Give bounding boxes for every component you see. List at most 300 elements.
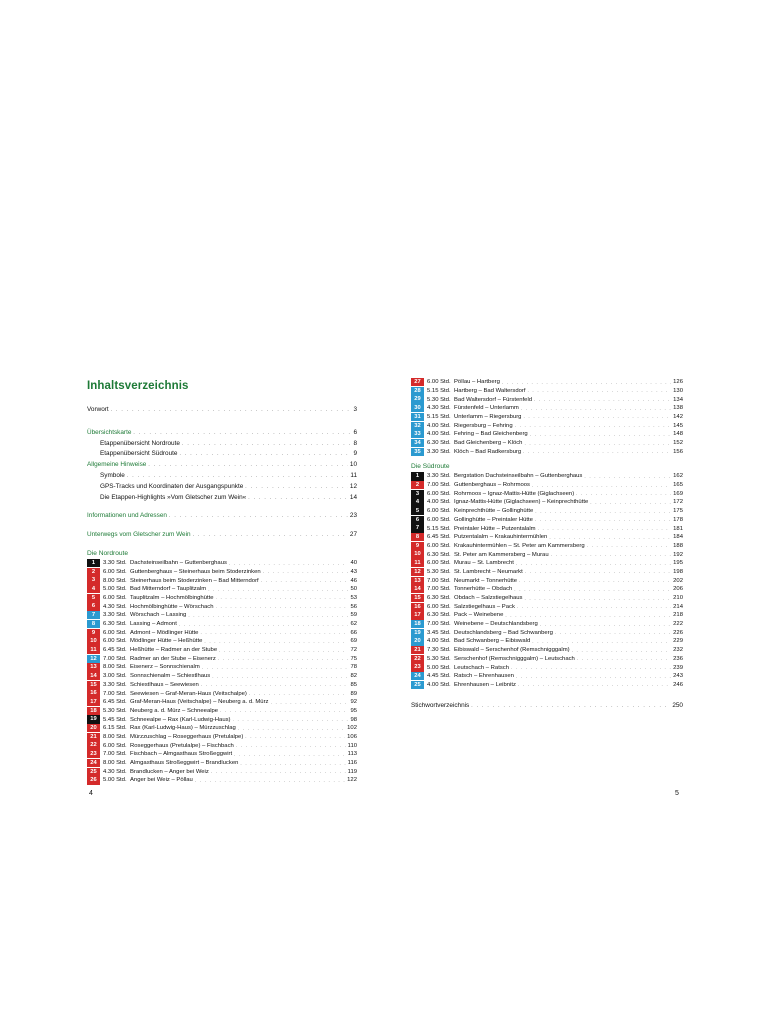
stage-row[interactable]: [411, 629, 683, 637]
stage-number-badge: 19: [87, 715, 100, 723]
stage-number-badge: 11: [87, 646, 100, 654]
stage-duration: 4.00 Std.: [427, 681, 451, 688]
dot-leader: [263, 569, 349, 574]
toc-entry-label: Allgemeine Hinweise: [87, 461, 147, 469]
toc-title: Inhaltsverzeichnis: [87, 380, 189, 392]
stage-row[interactable]: [87, 637, 357, 645]
stage-page: 226: [673, 629, 683, 636]
stage-page: 62: [350, 621, 357, 627]
stage-duration: 3.30 Std.: [427, 448, 451, 455]
stage-list-north-continued: [411, 378, 683, 456]
stage-duration: 4.30 Std.: [103, 603, 127, 610]
dot-leader: [523, 414, 671, 419]
dot-leader: [587, 543, 672, 548]
stage-row[interactable]: [411, 568, 683, 576]
stage-duration: 6.15 Std.: [103, 725, 127, 732]
stage-page: 78: [350, 664, 357, 671]
stage-route: Klöch – Bad Radkersburg: [454, 448, 522, 455]
dot-leader: [471, 701, 670, 712]
dot-leader: [220, 708, 348, 713]
stage-row[interactable]: [411, 413, 683, 421]
stage-row[interactable]: [411, 681, 683, 689]
stage-duration: 5.15 Std.: [427, 413, 451, 420]
stage-row[interactable]: [87, 646, 357, 654]
stage-row[interactable]: [87, 655, 357, 663]
stage-row[interactable]: [411, 585, 683, 593]
stage-number-badge: 24: [87, 759, 100, 767]
toc-entry-label: Informationen und Adressen: [87, 512, 167, 520]
dot-leader: [212, 674, 348, 679]
stage-duration: 8.00 Std.: [103, 733, 127, 740]
stage-duration: 6.45 Std.: [103, 699, 127, 706]
dot-leader: [535, 517, 671, 522]
stage-row[interactable]: [87, 707, 357, 715]
stage-route: Fürstenfeld – Unterlamm: [454, 405, 519, 412]
stage-page: 165: [673, 482, 683, 489]
stage-route: Rax (Karl-Ludwig-Haus) – Mürzzuschlag: [130, 725, 236, 732]
stage-row[interactable]: [411, 395, 683, 403]
stage-duration: 6.30 Std.: [103, 621, 127, 627]
toc-entry-symbole[interactable]: [87, 471, 357, 482]
stage-list-south: [411, 472, 683, 689]
toc-entry-uebersichtskarte[interactable]: [87, 428, 357, 439]
stage-route: Pöllau – Hartberg: [454, 379, 500, 386]
stage-route: Guttenberghaus – Rohrmoos: [454, 482, 530, 489]
dot-leader: [249, 691, 349, 696]
stage-page: 98: [350, 716, 357, 723]
stage-page: 222: [673, 621, 683, 628]
stage-page: 195: [673, 560, 683, 567]
stage-page: 106: [347, 733, 357, 740]
dot-leader: [572, 648, 672, 653]
stage-number-badge: 5: [411, 507, 424, 515]
stage-route: Sonnschienalm – Schiestlhaus: [130, 673, 211, 680]
stage-row[interactable]: [87, 724, 357, 732]
stage-number-badge: 21: [411, 646, 424, 654]
stage-duration: 6.00 Std.: [427, 516, 451, 523]
stage-number-badge: 27: [411, 378, 424, 386]
stage-row[interactable]: [87, 628, 357, 636]
stage-route: Unterlamm – Riegersburg: [454, 413, 522, 420]
stage-route: Ehrenhausen – Leibnitz: [454, 681, 516, 688]
toc-entry-page: 3: [353, 406, 357, 413]
stage-page: 229: [673, 638, 683, 645]
stage-duration: 6.00 Std.: [427, 603, 451, 610]
stage-page: 113: [347, 751, 357, 758]
stage-number-badge: 23: [411, 663, 424, 671]
stage-number-badge: 4: [411, 498, 424, 506]
stage-row[interactable]: [411, 655, 683, 663]
stage-duration: 5.30 Std.: [427, 568, 451, 575]
stage-route: Gollinghütte – Preintaler Hütte: [454, 516, 533, 523]
stage-duration: 3.30 Std.: [427, 473, 451, 480]
dot-leader: [234, 752, 345, 757]
stage-page: 178: [673, 516, 683, 523]
stage-row[interactable]: [411, 524, 683, 532]
stage-page: 162: [673, 473, 683, 480]
toc-entry-label: Übersichtskarte: [87, 428, 132, 436]
toc-entry-page: 12: [349, 482, 357, 490]
stage-page: 169: [673, 490, 683, 497]
stage-page: 43: [350, 568, 357, 575]
stage-page: 232: [673, 647, 683, 654]
stage-number-badge: 21: [87, 733, 100, 741]
stage-duration: 7.00 Std.: [103, 690, 127, 697]
dot-leader: [188, 613, 348, 618]
stage-route: Weinebene – Deutschlandsberg: [454, 621, 538, 628]
toc-entry-gps[interactable]: [87, 482, 357, 493]
toc-entry-label: Vorwort: [87, 406, 109, 413]
dot-leader: [169, 511, 348, 522]
toc-entry-highlights[interactable]: [87, 493, 357, 504]
stage-row[interactable]: [411, 430, 683, 438]
stage-page: 210: [673, 595, 683, 602]
stage-page: 243: [673, 673, 683, 680]
toc-entry-hinweise[interactable]: [87, 460, 357, 471]
stage-number-badge: 3: [411, 490, 424, 498]
toc-entry-page: 27: [349, 531, 357, 539]
stage-route: Mödlinger Hütte – Heßhütte: [130, 638, 203, 645]
stage-duration: 6.30 Std.: [427, 440, 451, 447]
dot-leader: [532, 639, 671, 644]
stage-row[interactable]: [411, 559, 683, 567]
stage-number-badge: 23: [87, 750, 100, 758]
stage-route: Krakauhintermühlen – St. Peter am Kammersberg: [454, 542, 585, 549]
stage-route: Deutschlandsberg – Bad Schwanberg: [454, 629, 553, 636]
stage-page: 152: [673, 440, 683, 447]
stage-row[interactable]: [411, 387, 683, 395]
dot-leader: [532, 483, 671, 488]
dot-leader: [216, 604, 349, 609]
stage-row[interactable]: [87, 611, 357, 619]
stage-row[interactable]: [411, 498, 683, 506]
stage-number-badge: 2: [411, 481, 424, 489]
dot-leader: [202, 665, 349, 670]
dot-leader: [505, 613, 671, 618]
stage-route: Roseggerhaus (Pretulalpe) – Fischbach: [130, 742, 234, 749]
stage-duration: 7.00 Std.: [103, 751, 127, 758]
stage-page: 138: [673, 405, 683, 412]
stage-page: 188: [673, 542, 683, 549]
stage-page: 184: [673, 534, 683, 541]
stage-number-badge: 5: [87, 594, 100, 602]
dot-leader: [182, 439, 352, 450]
stage-duration: 3.45 Std.: [427, 629, 451, 636]
stage-page: 102: [347, 725, 357, 732]
page-number-right: 5: [675, 790, 679, 797]
dot-leader: [193, 530, 348, 541]
stage-route: Anger bei Weiz – Pöllau: [130, 777, 193, 784]
toc-entry-page: 9: [353, 450, 357, 458]
stage-duration: 4.45 Std.: [427, 673, 451, 680]
stage-duration: 4.00 Std.: [427, 431, 451, 438]
stage-route: Murau – St. Lambrecht: [454, 560, 514, 567]
stage-route: Brandlucken – Anger bei Weiz: [130, 768, 209, 775]
stage-page: 236: [673, 655, 683, 662]
dot-leader: [201, 682, 349, 687]
stage-row[interactable]: [411, 448, 683, 456]
dot-leader: [211, 769, 346, 774]
stage-duration: 6.45 Std.: [103, 647, 127, 654]
stage-duration: 6.00 Std.: [103, 568, 127, 575]
stage-route: Eibiswald – Serschenhof (Remschnigggalm): [454, 647, 570, 654]
stage-route: Fehring – Bad Gleichenberg: [454, 431, 528, 438]
stage-route: Hartberg – Bad Waltersdorf: [454, 387, 526, 394]
stage-route: Ignaz-Mattis-Hütte (Giglachseen) – Keinprechthütte: [454, 499, 589, 506]
dot-leader: [218, 656, 349, 661]
dot-leader: [576, 491, 671, 496]
stage-list-north: [87, 559, 357, 785]
stage-page: 142: [673, 413, 683, 420]
dot-leader: [502, 380, 671, 385]
stage-duration: 4.30 Std.: [427, 405, 451, 412]
stage-row[interactable]: [87, 620, 357, 628]
stage-route: Serschenhof (Remschnigggalm) – Leutschach: [454, 655, 575, 662]
stage-duration: 8.00 Std.: [103, 664, 127, 671]
stage-page: 192: [673, 551, 683, 558]
stage-row[interactable]: [411, 404, 683, 412]
stage-duration: 6.00 Std.: [427, 542, 451, 549]
dot-leader: [538, 526, 672, 531]
toc-entry-stichwortverzeichnis[interactable]: [411, 701, 683, 712]
stage-number-badge: 31: [411, 413, 424, 421]
stage-route: Hochmölbinghütte – Wörschach: [130, 603, 214, 610]
dot-leader: [204, 639, 348, 644]
stage-route: Dachsteinseilbahn – Guttenberghaus: [130, 560, 227, 567]
stage-page: 214: [673, 603, 683, 610]
stage-route: Bergstation Dachsteinseilbahn – Guttenberghaus: [454, 473, 583, 480]
stage-duration: 5.15 Std.: [427, 387, 451, 394]
stage-row[interactable]: [411, 576, 683, 584]
stage-row[interactable]: [411, 637, 683, 645]
stage-route: Neuberg a. d. Mürz – Schneealpe: [130, 707, 219, 714]
stage-row[interactable]: [87, 715, 357, 723]
stage-row[interactable]: [411, 611, 683, 619]
stage-page: 53: [350, 594, 357, 601]
toc-entry-etappen-nord[interactable]: [87, 439, 357, 450]
stage-route: Tonnerhütte – Obdach: [454, 586, 513, 593]
toc-entry-vorwort[interactable]: [87, 405, 357, 416]
stage-duration: 7.30 Std.: [427, 647, 451, 654]
stage-row[interactable]: [411, 620, 683, 628]
stage-page: 69: [350, 638, 357, 645]
stage-row[interactable]: [87, 776, 357, 784]
stage-route: Radmer an der Stube – Eisenerz: [130, 655, 216, 662]
page-number-left: 4: [89, 790, 93, 797]
stage-number-badge: 9: [411, 542, 424, 550]
dot-leader: [584, 474, 671, 479]
stage-duration: 5.00 Std.: [427, 664, 451, 671]
stage-page: 119: [347, 768, 357, 775]
stage-number-badge: 8: [411, 533, 424, 541]
stage-row[interactable]: [411, 603, 683, 611]
stage-row[interactable]: [411, 378, 683, 386]
stage-page: 126: [673, 379, 683, 386]
dot-leader: [245, 734, 345, 739]
stage-row[interactable]: [411, 507, 683, 515]
stage-duration: 7.00 Std.: [427, 482, 451, 489]
stage-page: 156: [673, 448, 683, 455]
dot-leader: [195, 778, 345, 783]
stage-number-badge: 2: [87, 568, 100, 576]
stage-row[interactable]: [411, 594, 683, 602]
stage-duration: 6.30 Std.: [427, 612, 451, 619]
toc-entry-label: Unterwegs vom Gletscher zum Wein: [87, 531, 191, 539]
stage-route: Bad Mitterndorf – Tauplitzalm: [130, 586, 207, 593]
stage-row[interactable]: [87, 698, 357, 706]
stage-row[interactable]: [87, 681, 357, 689]
dot-leader: [127, 471, 348, 482]
stage-number-badge: 7: [411, 524, 424, 532]
stage-row[interactable]: [411, 472, 683, 480]
stage-number-badge: 25: [411, 681, 424, 689]
stage-route: Admont – Mödlinger Hütte: [130, 629, 199, 636]
dot-leader: [518, 682, 671, 687]
stage-page: 110: [347, 742, 357, 749]
stage-duration: 7.00 Std.: [427, 586, 451, 593]
stage-row[interactable]: [411, 672, 683, 680]
toc-entry-page: 250: [672, 702, 683, 710]
stage-route: Bad Schwanberg – Eibiswald: [454, 638, 531, 645]
stage-number-badge: 17: [87, 698, 100, 706]
stage-route: St. Peter am Kammersberg – Murau: [454, 551, 549, 558]
toc-entry-label: GPS-Tracks und Koordinaten der Ausgangspunkte: [100, 482, 244, 490]
stage-route: Seewiesen – Graf-Meran-Haus (Veitschalpe): [130, 690, 247, 697]
stage-row[interactable]: [87, 750, 357, 758]
stage-page: 145: [673, 422, 683, 429]
stage-number-badge: 24: [411, 672, 424, 680]
stage-page: 46: [350, 577, 357, 584]
stage-route: Keinprechthütte – Gollinghütte: [454, 508, 534, 515]
stage-page: 130: [673, 387, 683, 394]
stage-duration: 5.30 Std.: [103, 707, 127, 714]
stage-number-badge: 19: [411, 629, 424, 637]
dot-leader: [208, 587, 348, 592]
dot-leader: [111, 405, 352, 416]
stage-row[interactable]: [411, 663, 683, 671]
stage-number-badge: 14: [411, 585, 424, 593]
stage-route: Ratsch – Ehrenhausen: [454, 673, 514, 680]
dot-leader: [133, 428, 351, 439]
toc-entry-unterwegs[interactable]: [87, 530, 357, 541]
stage-page: 50: [350, 586, 357, 593]
stage-row[interactable]: [411, 646, 683, 654]
dot-leader: [590, 500, 671, 505]
stage-duration: 5.00 Std.: [103, 777, 127, 784]
stage-row[interactable]: [411, 550, 683, 558]
stage-page: 92: [350, 699, 357, 706]
stage-duration: 6.00 Std.: [427, 508, 451, 515]
toc-entry-page: 23: [349, 512, 357, 520]
stage-row[interactable]: [87, 759, 357, 767]
stage-duration: 6.30 Std.: [427, 595, 451, 602]
dot-leader: [229, 561, 349, 566]
stage-duration: 6.30 Std.: [427, 551, 451, 558]
stage-page: 95: [350, 707, 357, 714]
dot-leader: [524, 441, 671, 446]
stage-page: 56: [350, 603, 357, 610]
toc-entry-page: 8: [353, 439, 357, 447]
dot-leader: [219, 648, 348, 653]
stage-row[interactable]: [411, 490, 683, 498]
dot-leader: [179, 449, 351, 460]
stage-row[interactable]: [411, 542, 683, 550]
dot-leader: [236, 743, 346, 748]
stage-number-badge: 15: [87, 681, 100, 689]
dot-leader: [200, 630, 348, 635]
toc-entry-label: Stichwortverzeichnis: [411, 702, 470, 710]
stage-duration: 3.30 Std.: [103, 560, 127, 567]
stage-number-badge: 13: [87, 663, 100, 671]
stage-row[interactable]: [87, 559, 357, 567]
stage-route: Bad Gleichenberg – Klöch: [454, 440, 523, 447]
stage-route: Steinerhaus beim Stoderzinken – Bad Mitterndorf: [130, 577, 259, 584]
stage-row[interactable]: [87, 663, 357, 671]
dot-leader: [261, 578, 349, 583]
stage-row[interactable]: [411, 421, 683, 429]
stage-duration: 6.00 Std.: [103, 742, 127, 749]
stage-page: 116: [347, 760, 357, 766]
stage-page: 175: [673, 508, 683, 515]
stage-row[interactable]: [87, 576, 357, 584]
toc-entry-etappen-sued[interactable]: [87, 449, 357, 460]
stage-duration: 6.45 Std.: [427, 534, 451, 541]
stage-row[interactable]: [411, 516, 683, 524]
stage-duration: 6.00 Std.: [103, 629, 127, 636]
dot-leader: [525, 569, 671, 574]
stage-route: Schiestlhaus – Seewiesen: [130, 681, 199, 688]
stage-row[interactable]: [411, 481, 683, 489]
stage-row[interactable]: [411, 533, 683, 541]
stage-row[interactable]: [87, 594, 357, 602]
toc-entry-label: Etappenübersicht Südroute: [100, 450, 178, 458]
dot-leader: [514, 587, 671, 592]
stage-row[interactable]: [411, 439, 683, 447]
stage-number-badge: 11: [411, 559, 424, 567]
stage-row[interactable]: [87, 741, 357, 749]
stage-number-badge: 8: [87, 620, 100, 628]
toc-entry-label: Etappenübersicht Nordroute: [100, 439, 180, 447]
stage-duration: 4.00 Std.: [427, 422, 451, 429]
stage-duration: 5.00 Std.: [103, 586, 127, 593]
stage-row[interactable]: [87, 733, 357, 741]
stage-row[interactable]: [87, 672, 357, 680]
stage-row[interactable]: [87, 689, 357, 697]
stage-duration: 5.30 Std.: [427, 655, 451, 662]
stage-row[interactable]: [87, 585, 357, 593]
stage-number-badge: 18: [411, 620, 424, 628]
stage-number-badge: 28: [411, 387, 424, 395]
stage-row[interactable]: [87, 602, 357, 610]
dot-leader: [516, 561, 671, 566]
stage-duration: 3.30 Std.: [103, 612, 127, 619]
stage-number-badge: 7: [87, 611, 100, 619]
stage-page: 198: [673, 568, 683, 575]
stage-page: 206: [673, 586, 683, 593]
stage-number-badge: 10: [87, 637, 100, 645]
toc-entry-informationen[interactable]: [87, 511, 357, 522]
stage-row[interactable]: [87, 767, 357, 775]
stage-number-badge: 3: [87, 576, 100, 584]
stage-duration: 4.30 Std.: [103, 768, 127, 775]
stage-page: 59: [350, 612, 357, 619]
stage-page: 202: [673, 577, 683, 584]
dot-leader: [540, 622, 671, 627]
dot-leader: [245, 482, 348, 493]
stage-row[interactable]: [87, 568, 357, 576]
stage-number-badge: 10: [411, 550, 424, 558]
stage-number-badge: 35: [411, 448, 424, 456]
